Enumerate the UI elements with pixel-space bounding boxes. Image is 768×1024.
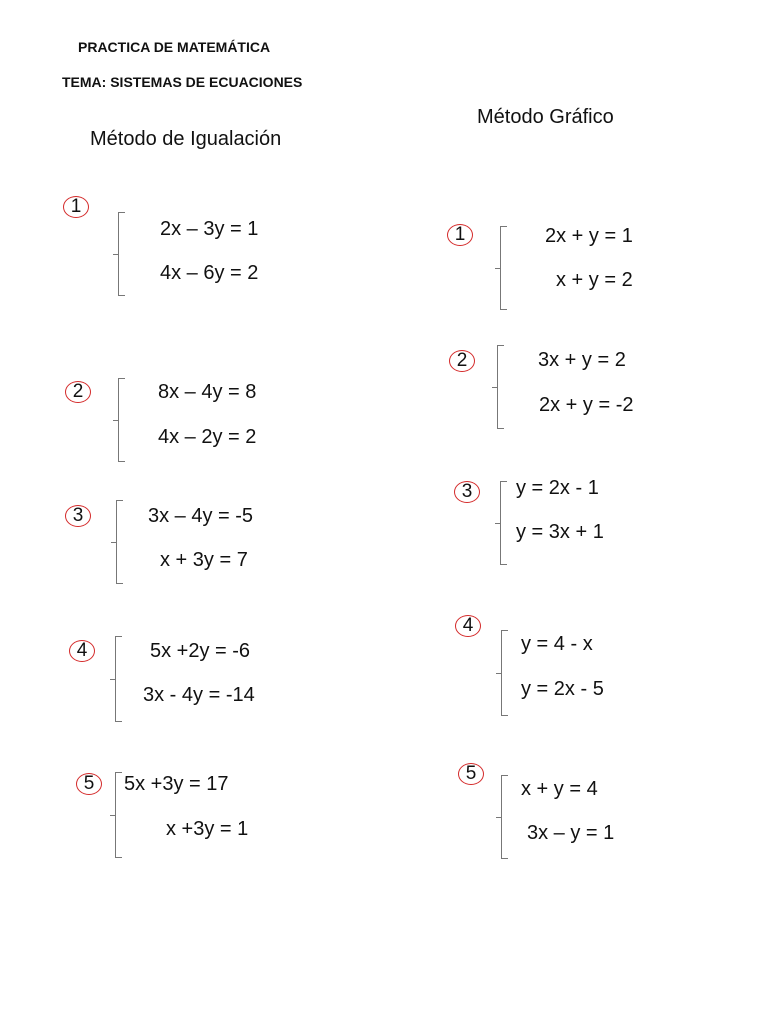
equation: y = 4 - x [521, 633, 593, 655]
number-circle: 2 [449, 350, 475, 372]
right-section-heading: Método Gráfico [477, 106, 614, 128]
equation: 3x - 4y = -14 [143, 684, 255, 706]
equation: y = 3x + 1 [516, 521, 604, 543]
number-circle: 1 [63, 196, 89, 218]
equation: x + y = 4 [521, 778, 598, 800]
equation: x + 3y = 7 [160, 549, 248, 571]
brace-icon [500, 481, 508, 565]
page-title: PRACTICA DE MATEMÁTICA [78, 39, 271, 55]
equation: 2x + y = -2 [539, 394, 634, 416]
equation: x +3y = 1 [166, 818, 249, 840]
equation: y = 2x - 5 [521, 678, 604, 700]
equation: x + y = 2 [556, 269, 633, 291]
equation: 8x – 4y = 8 [158, 381, 257, 403]
number-circle: 4 [455, 615, 481, 637]
equation: y = 2x - 1 [516, 477, 599, 499]
equation: 5x +2y = -6 [150, 640, 251, 662]
brace-icon [118, 378, 126, 462]
number-circle: 3 [454, 481, 480, 503]
equation: 5x +3y = 17 [124, 773, 229, 795]
equation: 4x – 2y = 2 [158, 426, 257, 448]
brace-icon [115, 772, 123, 858]
equation: 3x – y = 1 [527, 822, 615, 844]
equation: 2x – 3y = 1 [160, 218, 259, 240]
number-circle: 3 [65, 505, 91, 527]
number-circle: 1 [447, 224, 473, 246]
equation: 2x + y = 1 [545, 225, 633, 247]
brace-icon [500, 226, 508, 310]
brace-icon [116, 500, 124, 584]
brace-icon [118, 212, 126, 296]
number-circle: 5 [76, 773, 102, 795]
number-circle: 4 [69, 640, 95, 662]
brace-icon [497, 345, 505, 429]
number-circle: 5 [458, 763, 484, 785]
left-section-heading: Método de Igualación [90, 128, 282, 150]
equation: 3x – 4y = -5 [148, 505, 254, 527]
equation: 3x + y = 2 [538, 349, 626, 371]
brace-icon [501, 630, 509, 716]
page-topic: TEMA: SISTEMAS DE ECUACIONES [62, 74, 303, 90]
number-circle: 2 [65, 381, 91, 403]
brace-icon [501, 775, 509, 859]
brace-icon [115, 636, 123, 722]
equation: 4x – 6y = 2 [160, 262, 259, 284]
